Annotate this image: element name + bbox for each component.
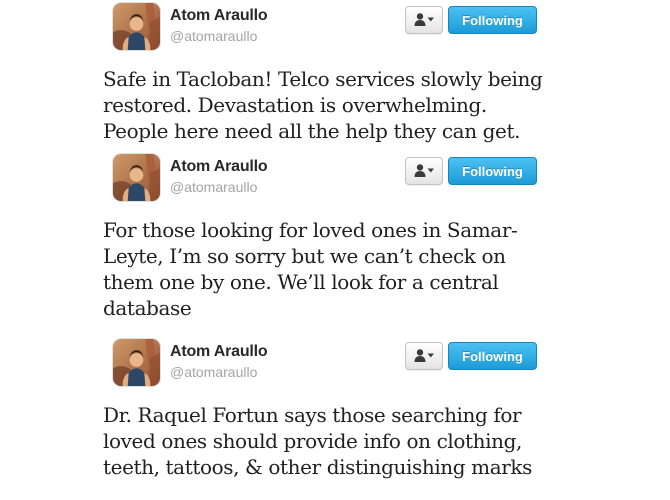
tweet-text-line: them one by one. We’ll look for a central — [103, 270, 499, 294]
tweet-text-line: People here need all the help they can get. — [103, 119, 521, 143]
avatar-image — [113, 154, 160, 201]
caret-down-icon — [428, 18, 435, 22]
tweet-header — [113, 339, 540, 386]
tweet-text-line: Leyte, I’m so sorry but we can’t check on — [103, 244, 506, 268]
user-handle: @atomaraullo — [170, 28, 258, 44]
user-info — [170, 3, 267, 44]
caret-down-icon — [428, 354, 435, 358]
display-name[interactable]: Atom Araullo — [170, 343, 268, 360]
avatar-image — [113, 339, 160, 386]
following-button[interactable]: Following — [448, 6, 537, 34]
tweet-text — [103, 217, 540, 321]
tweet-text-line: Safe in Tacloban! Telco services slowly being — [103, 67, 543, 91]
user-info — [170, 154, 267, 195]
tweet-actions — [405, 154, 537, 185]
tweet-text-line: database — [103, 296, 192, 320]
tweet-card — [103, 339, 540, 480]
avatar[interactable] — [113, 154, 160, 201]
tweet-actions — [405, 339, 537, 370]
user-actions-dropdown-button[interactable] — [405, 6, 443, 34]
tweet-text — [103, 66, 543, 144]
tweet-text-line: restored. Devastation is overwhelming. — [103, 93, 487, 117]
tweet-card — [103, 154, 540, 321]
person-icon — [413, 164, 435, 178]
tweet-text — [103, 402, 540, 480]
display-name[interactable]: Atom Araullo — [170, 158, 268, 175]
user-actions-dropdown-button[interactable] — [405, 157, 443, 185]
user-handle: @atomaraullo — [170, 179, 258, 195]
tweet-text-line: Dr. Raquel Fortun says those searching for — [103, 403, 522, 427]
user-actions-dropdown-button[interactable] — [405, 342, 443, 370]
caret-down-icon — [428, 169, 435, 173]
user-info — [170, 339, 267, 380]
tweet-text-line: loved ones should provide info on clothing, — [103, 429, 522, 453]
tweet-header — [113, 3, 540, 50]
tweet-text-line: For those looking for loved ones in Samar- — [103, 218, 518, 242]
display-name[interactable]: Atom Araullo — [170, 7, 268, 24]
person-icon — [413, 349, 435, 363]
tweet-card — [103, 3, 543, 144]
avatar-image — [113, 3, 160, 50]
following-button[interactable]: Following — [448, 157, 537, 185]
following-button[interactable]: Following — [448, 342, 537, 370]
person-icon — [413, 13, 435, 27]
avatar[interactable] — [113, 339, 160, 386]
user-handle: @atomaraullo — [170, 364, 258, 380]
tweet-actions — [405, 3, 537, 34]
tweet-text-line: teeth, tattoos, & other distinguishing marks — [103, 455, 532, 479]
tweet-header — [113, 154, 540, 201]
avatar[interactable] — [113, 3, 160, 50]
